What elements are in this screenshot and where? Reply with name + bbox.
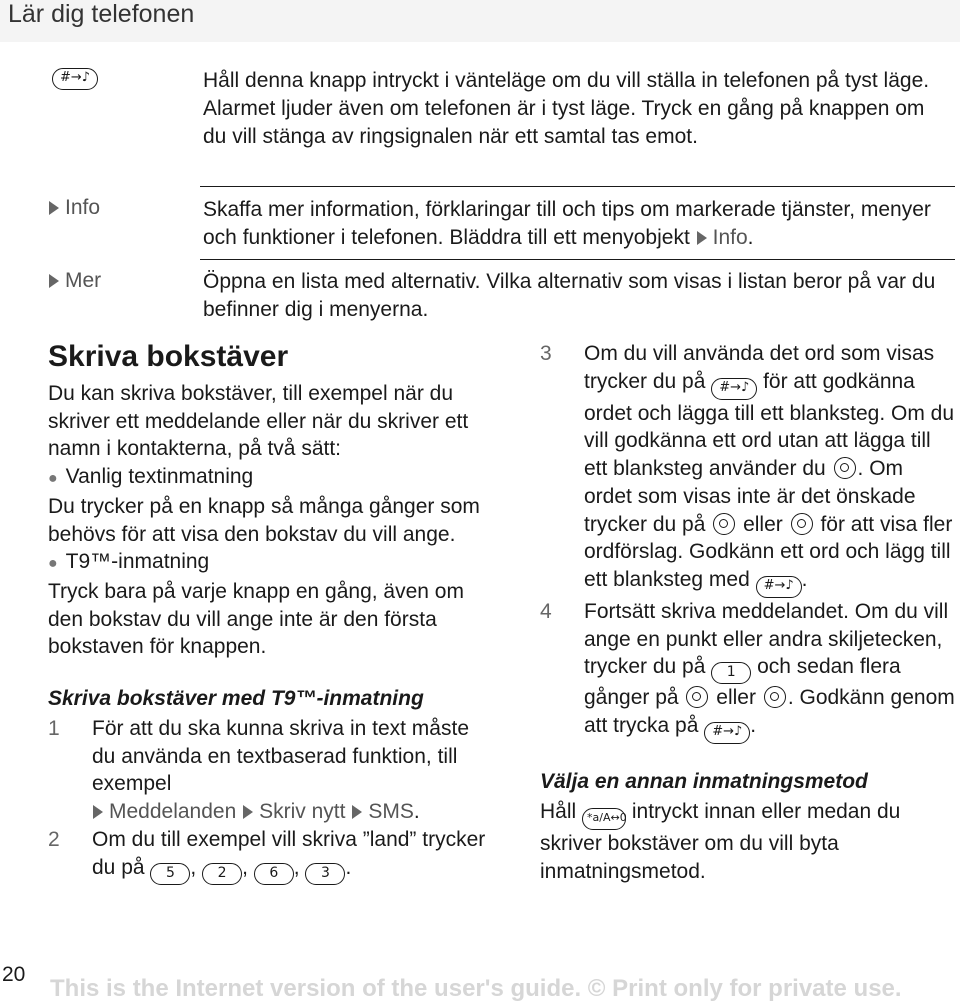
- bullet-t9-input: ● T9™-inmatning: [48, 550, 210, 574]
- t9-steps: [48, 715, 488, 885]
- hash-key-icon: #→♪: [756, 576, 802, 598]
- step-2: 2 Om du till exempel vill skriva ”land” trycker du på 5 , 2 , 6 , 3 .: [48, 826, 488, 885]
- bullet-standard-input: ● Vanlig textinmatning: [48, 465, 254, 489]
- nav-up-icon: [791, 513, 813, 535]
- subhead-input-method: Välja en annan inmatningsmetod: [540, 770, 868, 794]
- arrow-right-icon: [93, 805, 103, 819]
- menu-path: Meddelanden Skriv nytt SMS: [92, 800, 414, 823]
- subhead-t9: Skriva bokstäver med T9™-inmatning: [48, 687, 424, 711]
- arrow-right-icon: [697, 231, 707, 245]
- arrow-right-icon: [352, 805, 362, 819]
- hash-key-description: Håll denna knapp intryckt i vänteläge om du vill ställa in telefonen på tyst läge. Alarmet ljuder även om telefonen är i tyst läge. Tryck en gång på knappen om du vill stänga av ringsignalen när ett samtal tas emot.: [203, 69, 930, 148]
- step-1: 1 För att du ska kunna skriva in text måste du använda en textbaserad funktion, till exempel Meddelanden Skriv nytt SMS.: [48, 717, 469, 824]
- chapter-title: Lär dig telefonen: [8, 0, 195, 28]
- star-key-icon: *a/A↔0: [582, 808, 626, 830]
- hash-key-icon: #→♪: [52, 68, 98, 90]
- bullet-icon: ●: [48, 555, 58, 573]
- nav-down-icon: [764, 686, 786, 708]
- section-title: Skriva bokstäver: [48, 340, 289, 373]
- nav-up-icon: [686, 686, 708, 708]
- nav-down-icon: [713, 513, 735, 535]
- divider: [200, 259, 955, 260]
- t9-input-description: Tryck bara på varje knapp en gång, även om den bokstav du vill ange inte är den första bokstaven för knappen.: [48, 579, 464, 659]
- arrow-right-icon: [243, 805, 253, 819]
- key-2-icon: 2: [202, 863, 242, 885]
- arrow-right-icon: [49, 274, 59, 288]
- right-column: [540, 340, 955, 885]
- info-key-label: Info: [48, 196, 100, 220]
- page-number: 20: [2, 963, 26, 986]
- footer-notice: This is the Internet version of the user's guide. © Print only for private use.: [50, 975, 902, 1002]
- hash-key-icon: #→♪: [704, 722, 750, 744]
- key-6-icon: 6: [254, 863, 294, 885]
- input-method-paragraph: Håll *a/A↔0 intryckt innan eller medan du skriver bokstäver om du vill byta inmatningsmetod.: [540, 800, 901, 883]
- mer-description: Öppna en lista med alternativ. Vilka alternativ som visas i listan beror på var du befinner dig i menyerna.: [203, 270, 936, 321]
- intro-paragraph: Du kan skriva bokstäver, till exempel när du skriver ett meddelande eller när du skriver ett namn i kontakterna, på två sätt:: [48, 382, 469, 461]
- step-4: 4 Fortsätt skriva meddelandet. Om du vill ange en punkt eller andra skiljetecken, trycker du på 1 och sedan flera gånger på eller . Godkänn genom att trycka på #→♪ .: [540, 598, 955, 744]
- mer-key-label: Mer: [48, 269, 101, 293]
- key-1-icon: 1: [711, 662, 751, 684]
- nav-select-icon: [834, 457, 856, 479]
- info-description: Skaffa mer information, förklaringar till och tips om markerade tjänster, menyer och funktioner i telefonen. Bläddra till ett menyobjekt Info.: [203, 198, 931, 249]
- arrow-right-icon: [49, 201, 59, 215]
- bullet-icon: ●: [48, 470, 58, 488]
- key-3-icon: 3: [305, 863, 345, 885]
- hash-key-icon: #→♪: [711, 378, 757, 400]
- standard-input-description: Du trycker på en knapp så många gånger som behövs för att visa den bokstav du vill ange.: [48, 494, 480, 546]
- left-column: [48, 338, 488, 885]
- step-3: 3 Om du vill använda det ord som visas trycker du på #→♪ för att godkänna ordet och lägga till ett blanksteg. Om du vill godkänna ett ord utan att lägga till ett blanksteg använder du . Om ordet som visas inte är det önskade trycker du på eller för att visa fler ordförslag. Godkänn ett ord och lägg till ett blanksteg med #→♪ .: [540, 340, 955, 598]
- key-5-icon: 5: [150, 863, 190, 885]
- divider: [200, 186, 955, 187]
